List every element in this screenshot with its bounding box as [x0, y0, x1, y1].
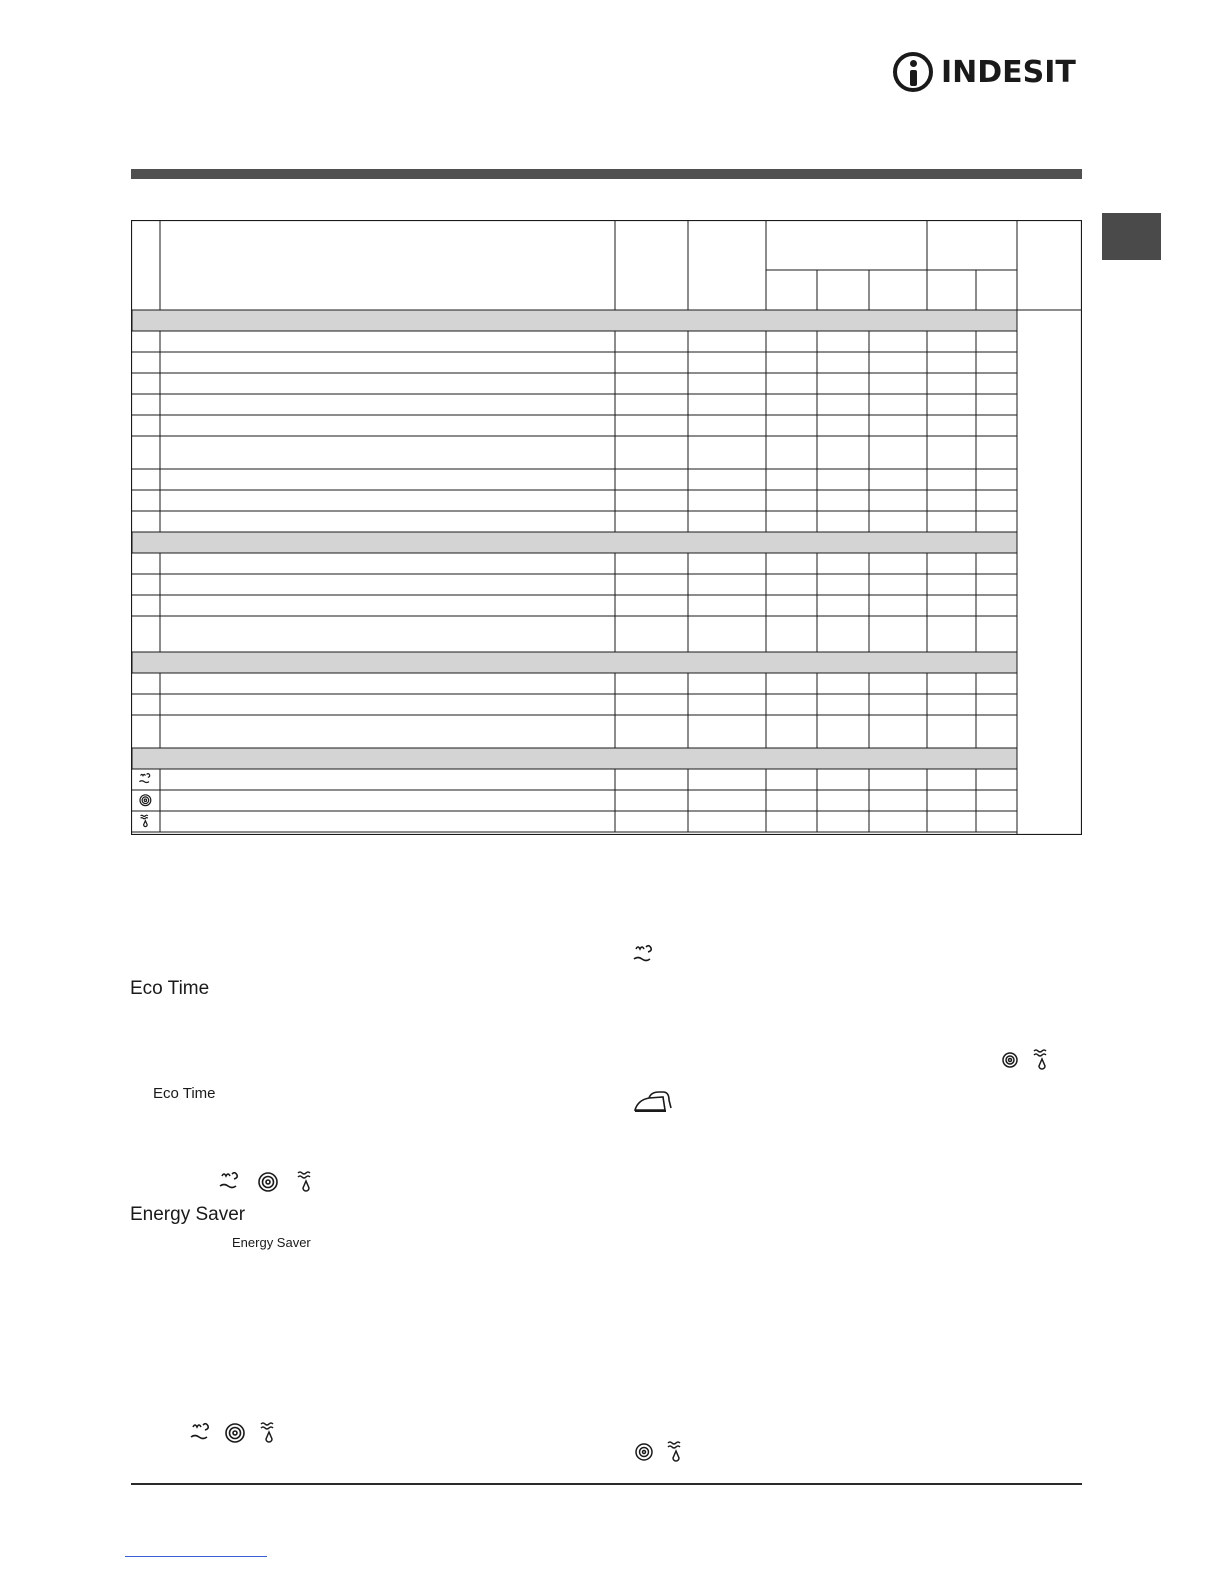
spiral-icon: [630, 1440, 658, 1464]
language-tab: [1102, 213, 1161, 260]
stain-icon: [139, 774, 149, 783]
eco-time-logo-small: [153, 1085, 216, 1102]
steam-drop-icon: [255, 1421, 283, 1445]
section-band: [132, 748, 1017, 769]
programme-table-grid: [131, 220, 1082, 835]
brand-name: INDESIT: [941, 54, 1076, 90]
option-icons-row-4: [630, 1440, 690, 1464]
spiral-icon: [140, 795, 151, 806]
stain-icon: [187, 1421, 215, 1445]
spiral-icon: [996, 1048, 1024, 1072]
option-icons-row-1: [216, 1170, 320, 1194]
energy-saver-logo-small: [232, 1235, 311, 1250]
spiral-icon: [254, 1170, 282, 1194]
energy-saver-logo: [130, 1204, 245, 1226]
iron-icon: [632, 1090, 676, 1114]
section-band: [132, 532, 1017, 553]
logo-i-icon: [893, 52, 933, 92]
stain-icon: [216, 1170, 244, 1194]
eco-time-logo: [130, 978, 209, 1000]
eco-time-label: Eco Time: [130, 978, 210, 999]
steam-drop-icon: [662, 1440, 690, 1464]
energy-saver-label-small: Energy Saver: [232, 1235, 311, 1250]
footer-link-underline[interactable]: [125, 1556, 267, 1557]
footer-rule: [131, 1483, 1082, 1485]
stain-icon: [630, 943, 658, 967]
option-icons-row-2: [187, 1421, 283, 1445]
steam-drop-icon: [292, 1170, 320, 1194]
eco-time-label-small: Eco Time: [153, 1085, 216, 1102]
section-band: [132, 310, 1017, 331]
spiral-icon: [221, 1421, 249, 1445]
brand-logo: [893, 48, 1083, 96]
section-band: [132, 652, 1017, 673]
programme-table: [131, 220, 1082, 835]
steam-drop-icon: [141, 815, 148, 826]
steam-drop-icon: [1028, 1048, 1056, 1072]
option-icons-row-3: [996, 1048, 1056, 1072]
header-bar: [131, 169, 1082, 179]
energy-saver-label: Energy Saver: [130, 1204, 246, 1225]
